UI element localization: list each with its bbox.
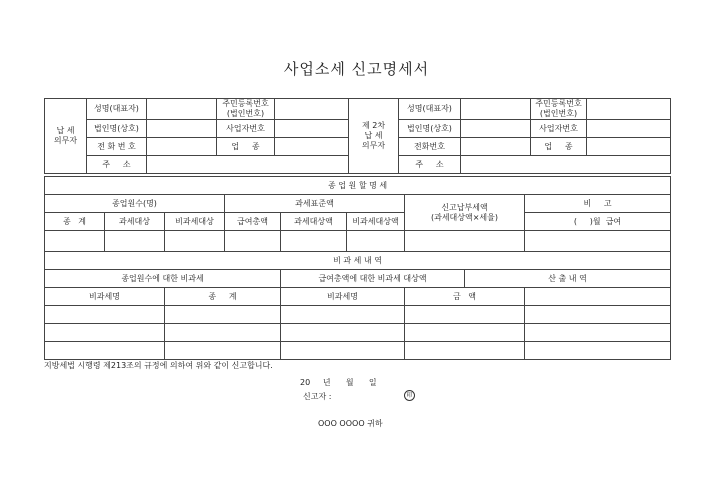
emp-taxable-field[interactable] — [105, 231, 165, 252]
emp-taxable-header: 과세대상 — [105, 213, 165, 231]
nontax-row2-name2[interactable] — [281, 324, 405, 342]
nontax-row3-calc[interactable] — [525, 342, 671, 360]
emp-nontaxable-field[interactable] — [165, 231, 225, 252]
second-corp-label: 법인명(상호) — [399, 120, 461, 138]
taxpayer-table — [44, 98, 671, 174]
second-resident-no-field[interactable] — [587, 99, 671, 120]
nontax-row1-name2[interactable] — [281, 306, 405, 324]
nontax-row3-amount[interactable] — [405, 342, 525, 360]
remark-field[interactable] — [525, 231, 671, 252]
employee-section-title: 종 업 원 할 명 세 — [45, 177, 671, 195]
emp-nontaxable-header: 비과세대상 — [165, 213, 225, 231]
taxpayer-corp-field[interactable] — [147, 120, 217, 138]
nontax-row1-total[interactable] — [165, 306, 281, 324]
addressee: OOO OOOO 귀하 — [318, 419, 383, 428]
remark-month-header: ( )월 급여 — [525, 213, 671, 231]
second-name-field[interactable] — [461, 99, 531, 120]
declared-tax-field[interactable] — [405, 231, 525, 252]
nontax-row3-name[interactable] — [45, 342, 165, 360]
nontaxable-amount-field[interactable] — [347, 231, 405, 252]
nontax-row2-amount[interactable] — [405, 324, 525, 342]
taxpayer-group-label: 납 세 의무자 — [45, 99, 87, 174]
seal-icon: 印 — [404, 390, 415, 401]
taxpayer-address-field[interactable] — [147, 156, 349, 174]
tax-base-header: 과세표준액 — [225, 195, 405, 213]
second-address-field[interactable] — [461, 156, 671, 174]
taxpayer-business-label: 업 종 — [217, 138, 275, 156]
nontax-row2-total[interactable] — [165, 324, 281, 342]
second-corp-field[interactable] — [461, 120, 531, 138]
second-phone-field[interactable] — [461, 138, 531, 156]
taxable-amount-field[interactable] — [281, 231, 347, 252]
taxable-amount-header: 과세대상액 — [281, 213, 347, 231]
nontax-name-header: 비과세명 — [45, 288, 165, 306]
taxpayer-business-field[interactable] — [275, 138, 349, 156]
nontax-row1-amount[interactable] — [405, 306, 525, 324]
payroll-total-field[interactable] — [225, 231, 281, 252]
taxpayer-biz-no-field[interactable] — [275, 120, 349, 138]
detail-table — [44, 176, 671, 360]
taxpayer-resident-no-field[interactable] — [275, 99, 349, 120]
second-business-field[interactable] — [587, 138, 671, 156]
employee-count-header: 종업원수(명) — [45, 195, 225, 213]
second-resident-no-label: 주민등록번호 (법인번호) — [531, 99, 587, 120]
second-biz-no-field[interactable] — [587, 120, 671, 138]
taxpayer-biz-no-label: 사업자번호 — [217, 120, 275, 138]
second-name-label: 성명(대표자) — [399, 99, 461, 120]
emp-total-header: 종 계 — [45, 213, 105, 231]
nontax-row2-calc[interactable] — [525, 324, 671, 342]
reporter-label: 신고자 : — [303, 392, 332, 401]
nontax-total-header: 종 계 — [165, 288, 281, 306]
nontax-row1-calc[interactable] — [525, 306, 671, 324]
second-taxpayer-group-label: 제 2차 납 세 의무자 — [349, 99, 399, 174]
payroll-nontax-header: 급여총액에 대한 비과세 대상액 — [281, 270, 465, 288]
nontax-name2-header: 비과세명 — [281, 288, 405, 306]
payroll-total-header: 급여총액 — [225, 213, 281, 231]
nontax-section-title: 비 과 세 내 역 — [45, 252, 671, 270]
nontax-row3-name2[interactable] — [281, 342, 405, 360]
second-biz-no-label: 사업자번호 — [531, 120, 587, 138]
second-phone-label: 전화번호 — [399, 138, 461, 156]
emp-total-field[interactable] — [45, 231, 105, 252]
nontax-row1-name[interactable] — [45, 306, 165, 324]
taxpayer-address-label: 주 소 — [87, 156, 147, 174]
nontax-amount-header: 금 액 — [405, 288, 525, 306]
taxpayer-name-field[interactable] — [147, 99, 217, 120]
taxpayer-name-label: 성명(대표자) — [87, 99, 147, 120]
nontax-row3-total[interactable] — [165, 342, 281, 360]
second-business-label: 업 종 — [531, 138, 587, 156]
second-address-label: 주 소 — [399, 156, 461, 174]
nontaxable-amount-header: 비과세대상액 — [347, 213, 405, 231]
emp-nontax-header: 종업원수에 대한 비과세 — [45, 270, 281, 288]
stamp-mark — [404, 390, 415, 401]
taxpayer-resident-no-label: 주민등록번호 (법인번호) — [217, 99, 275, 120]
report-date: 20 년 월 일 — [300, 378, 377, 387]
taxpayer-phone-field[interactable] — [147, 138, 217, 156]
taxpayer-phone-label: 전 화 번 호 — [87, 138, 147, 156]
form-title: 사업소세 신고명세서 — [283, 60, 430, 78]
nontax-row2-name[interactable] — [45, 324, 165, 342]
calc-detail-header: 산 출 내 역 — [465, 270, 671, 288]
calc-detail-cell[interactable] — [525, 288, 671, 306]
declared-tax-header: 신고납부세액 (과세대상액×세율) — [405, 195, 525, 231]
remarks-header: 비 고 — [525, 195, 671, 213]
statement-text: 지방세법 시행령 제213조의 규정에 의하여 위와 같이 신고합니다. — [44, 361, 273, 370]
taxpayer-corp-label: 법인명(상호) — [87, 120, 147, 138]
